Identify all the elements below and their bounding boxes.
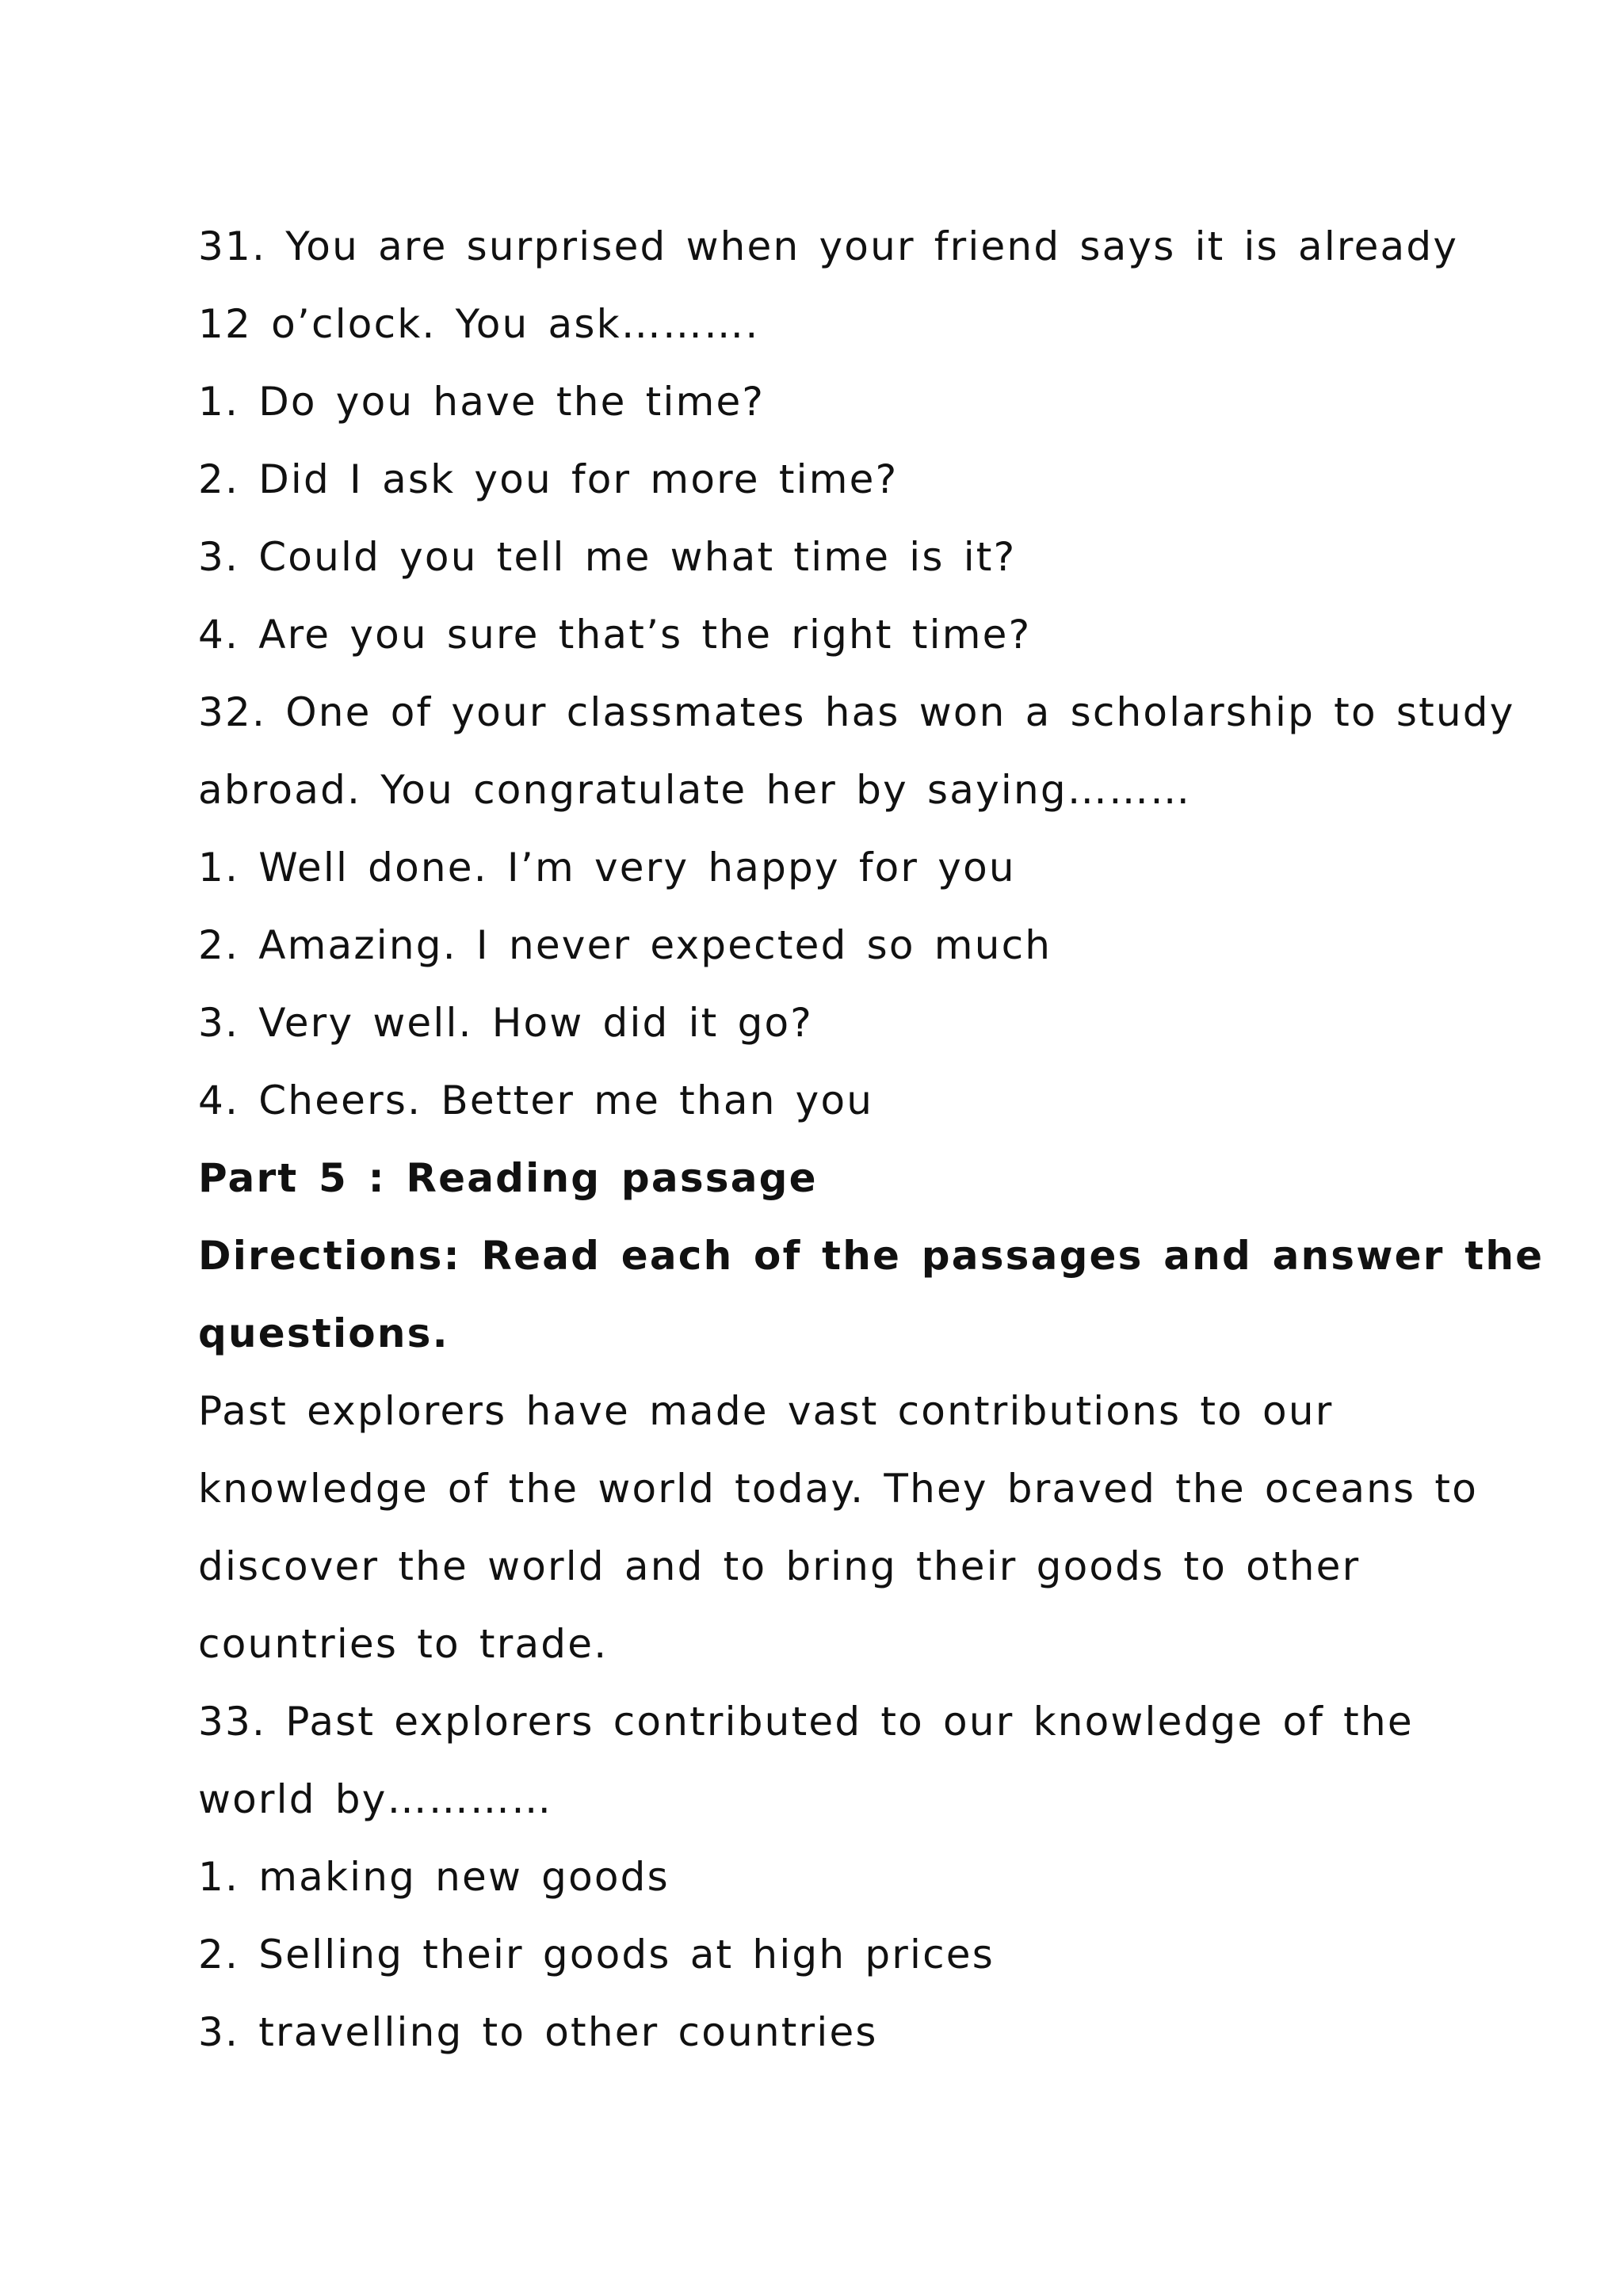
question-31-stem: 31. You are surprised when your friend says it is already [198,223,1459,269]
passage-line-3: discover the world and to bring their goods to other [198,1543,1361,1589]
question-31-option-4: 4. Are you sure that’s the right time? [198,612,1032,658]
question-33-stem: 33. Past explorers contributed to our knowledge of the [198,1699,1414,1745]
question-31-option-3: 3. Could you tell me what time is it? [198,534,1017,580]
question-32-option-4: 4. Cheers. Better me than you [198,1077,874,1123]
question-32-stem-continued: abroad. You congratulate her by saying……… [198,767,1192,813]
question-31-stem-continued: 12 o’clock. You ask………. [198,301,760,347]
passage-line-2: knowledge of the world today. They braved the oceans to [198,1466,1478,1512]
question-33-stem-continued: world by………… [198,1776,553,1822]
question-33-option-2: 2. Selling their goods at high prices [198,1932,995,1978]
passage-line-1: Past explorers have made vast contributions to our [198,1388,1334,1434]
question-33-option-3: 3. travelling to other countries [198,2009,878,2055]
document-body [198,208,1545,2071]
question-32-option-2: 2. Amazing. I never expected so much [198,922,1052,968]
part-5-heading: Part 5 : Reading passage [198,1155,818,1201]
directions-text-continued: questions. [198,1310,449,1356]
question-31-option-1: 1. Do you have the time? [198,379,766,425]
question-32-option-3: 3. Very well. How did it go? [198,1000,814,1046]
question-31-option-2: 2. Did I ask you for more time? [198,456,899,502]
passage-line-4: countries to trade. [198,1621,609,1667]
question-32-stem: 32. One of your classmates has won a scholarship to study [198,689,1515,735]
directions-text: Directions: Read each of the passages and answer the [198,1233,1545,1279]
question-33-option-1: 1. making new goods [198,1854,670,1900]
question-32-option-1: 1. Well done. I’m very happy for you [198,845,1016,891]
